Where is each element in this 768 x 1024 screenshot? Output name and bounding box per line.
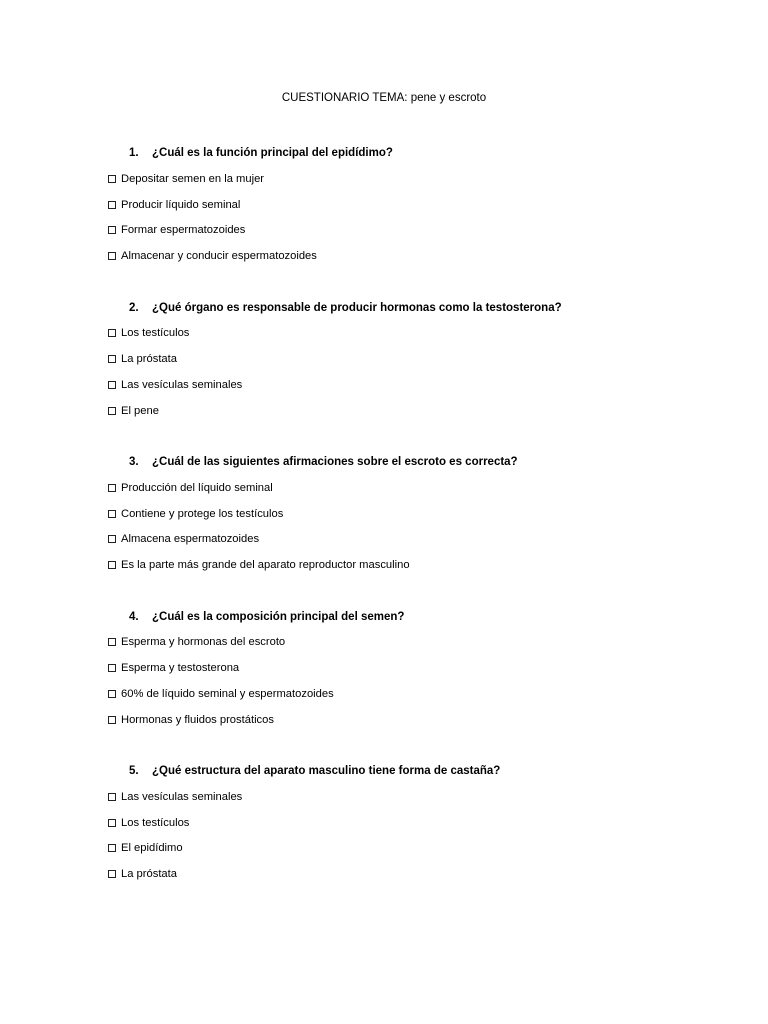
checkbox-icon[interactable]: [108, 690, 116, 698]
question-number: 4.: [129, 610, 139, 623]
question-text: ¿Cuál de las siguientes afirmaciones sobre el escroto es correcta?: [152, 456, 518, 468]
answer-option[interactable]: [0, 398, 768, 424]
checkbox-icon[interactable]: [108, 561, 116, 569]
question-number: 1.: [129, 147, 139, 159]
answer-option[interactable]: [0, 655, 768, 681]
answer-option[interactable]: [0, 630, 768, 656]
option-text: Producción del líquido seminal: [121, 481, 273, 494]
question-block-3: [0, 449, 768, 604]
checkbox-icon[interactable]: [108, 870, 116, 878]
option-text: Las vesículas seminales: [121, 378, 243, 391]
checkbox-icon[interactable]: [108, 484, 116, 492]
option-text: Los testículos: [121, 816, 190, 829]
checkbox-icon[interactable]: [108, 201, 116, 209]
answer-option[interactable]: [0, 501, 768, 527]
option-text: Producir líquido seminal: [121, 198, 241, 211]
answer-option[interactable]: [0, 810, 768, 836]
question-heading: [0, 140, 768, 166]
question-number: 5.: [129, 765, 139, 777]
answer-option[interactable]: [0, 243, 768, 269]
answer-option[interactable]: [0, 372, 768, 398]
checkbox-icon[interactable]: [108, 535, 116, 543]
answer-option[interactable]: [0, 475, 768, 501]
option-text: Depositar semen en la mujer: [121, 172, 265, 185]
option-text: Almacenar y conducir espermatozoides: [121, 250, 317, 263]
answer-option[interactable]: [0, 218, 768, 244]
answer-option[interactable]: [0, 527, 768, 553]
question-number: 2.: [129, 301, 139, 314]
option-text: Esperma y hormonas del escroto: [121, 636, 286, 649]
checkbox-icon[interactable]: [108, 252, 116, 260]
question-heading: [0, 295, 768, 321]
answer-option[interactable]: [0, 166, 768, 192]
answer-option[interactable]: [0, 861, 768, 887]
answer-option[interactable]: [0, 346, 768, 372]
option-text: La próstata: [121, 868, 177, 881]
checkbox-icon[interactable]: [108, 381, 116, 389]
answer-option[interactable]: [0, 681, 768, 707]
answer-option[interactable]: [0, 192, 768, 218]
checkbox-icon[interactable]: [108, 329, 116, 337]
answer-option[interactable]: [0, 836, 768, 862]
question-text: ¿Cuál es la composición principal del semen?: [152, 610, 405, 623]
answer-option[interactable]: [0, 321, 768, 347]
question-block-5: [0, 758, 768, 913]
option-text: El pene: [121, 404, 159, 417]
question-text: ¿Qué órgano es responsable de producir hormonas como la testosterona?: [152, 301, 562, 314]
option-text: Es la parte más grande del aparato reproductor masculino: [121, 559, 410, 572]
question-heading: [0, 449, 768, 475]
option-text: Almacena espermatozoides: [121, 533, 260, 546]
checkbox-icon[interactable]: [108, 716, 116, 724]
questionnaire: [0, 140, 768, 913]
question-heading: [0, 604, 768, 630]
question-block-2: [0, 295, 768, 450]
checkbox-icon[interactable]: [108, 175, 116, 183]
answer-option[interactable]: [0, 552, 768, 578]
checkbox-icon[interactable]: [108, 793, 116, 801]
option-text: Las vesículas seminales: [121, 790, 243, 803]
question-text: ¿Qué estructura del aparato masculino tiene forma de castaña?: [152, 765, 501, 777]
option-text: Formar espermatozoides: [121, 224, 246, 237]
checkbox-icon[interactable]: [108, 407, 116, 415]
option-text: Esperma y testosterona: [121, 662, 240, 675]
option-text: La próstata: [121, 353, 177, 366]
question-text: ¿Cuál es la función principal del epidídimo?: [152, 147, 393, 159]
checkbox-icon[interactable]: [108, 819, 116, 827]
checkbox-icon[interactable]: [108, 510, 116, 518]
checkbox-icon[interactable]: [108, 355, 116, 363]
checkbox-icon[interactable]: [108, 226, 116, 234]
question-block-1: [0, 140, 768, 295]
option-text: 60% de líquido seminal y espermatozoides: [121, 687, 334, 700]
option-text: Hormonas y fluidos prostáticos: [121, 713, 274, 726]
checkbox-icon[interactable]: [108, 844, 116, 852]
option-text: El epidídimo: [121, 842, 183, 855]
question-heading: [0, 758, 768, 784]
question-block-4: [0, 604, 768, 759]
answer-option[interactable]: [0, 707, 768, 733]
question-number: 3.: [129, 456, 139, 468]
checkbox-icon[interactable]: [108, 638, 116, 646]
answer-option[interactable]: [0, 784, 768, 810]
option-text: Los testículos: [121, 327, 190, 340]
option-text: Contiene y protege los testículos: [121, 507, 284, 520]
document-title: CUESTIONARIO TEMA: pene y escroto: [281, 92, 487, 104]
checkbox-icon[interactable]: [108, 664, 116, 672]
